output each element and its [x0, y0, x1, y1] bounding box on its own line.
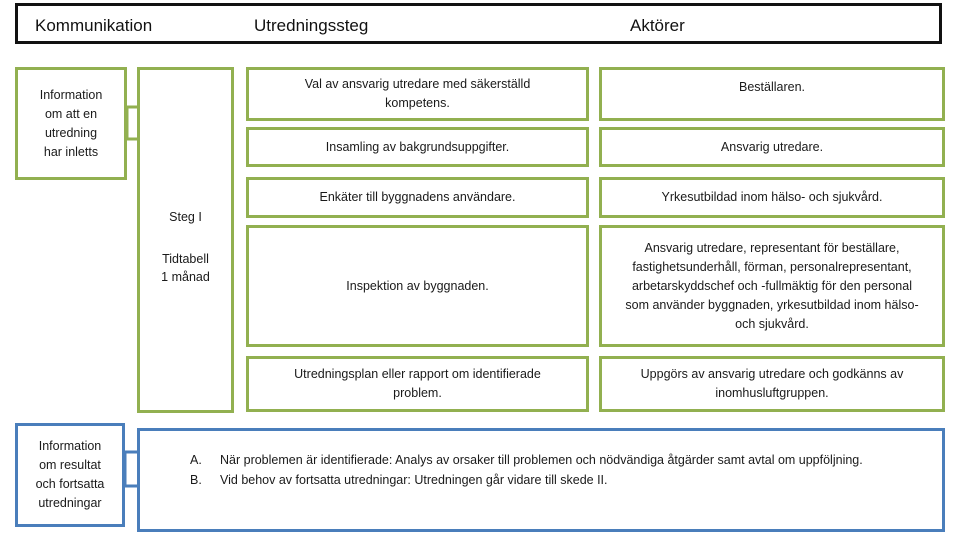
communication-results-box — [15, 423, 125, 527]
step-text-line: Enkäter till byggnadens användare. — [319, 190, 516, 204]
step-text-line: Insamling av bakgrundsuppgifter. — [325, 139, 510, 154]
actor-text-line: Uppgörs av ansvarig utredare och godkänns av — [640, 367, 904, 381]
comm-top-line: om att en — [44, 106, 98, 121]
followup-text: Vid behov av fortsatta utredningar: Utredningen går vidare till skede II. — [220, 473, 608, 487]
step-box-report — [246, 356, 589, 412]
step-text-line: kompetens. — [385, 96, 450, 110]
followup-marker: B. — [190, 473, 202, 487]
followup-item-b — [190, 473, 608, 487]
followup-text: När problemen är identifierade: Analys av orsaker till problemen och nödvändiga åtgärder samt avtal om uppföljning. — [220, 453, 863, 467]
stage-label: Steg I — [169, 210, 202, 224]
actor-text-line: Ansvarig utredare, representant för beställare, — [644, 240, 900, 255]
actor-text-line: inomhusluftgruppen. — [715, 386, 829, 400]
actor-box-health-professional — [599, 177, 945, 218]
actor-text-line: arbetarskyddschef och -fullmäktig för den personal — [631, 278, 912, 293]
actor-text-line: Beställaren. — [738, 80, 805, 94]
followup-item-a — [190, 453, 863, 467]
actor-text-line: som använder byggnaden, yrkesutbildad inom hälso- — [625, 297, 919, 312]
step-box-background-data — [246, 127, 589, 167]
actor-text-line: Yrkesutbildad inom hälso- och sjukvård. — [661, 190, 883, 204]
followup-list-box — [137, 428, 945, 532]
comm-bottom-line: om resultat — [39, 458, 101, 472]
comm-bottom-line: utredningar — [38, 496, 102, 510]
step-box-inspection — [246, 225, 589, 347]
step-text-line: Utredningsplan eller rapport om identifierade — [294, 367, 541, 381]
schedule-duration: 1 månad — [161, 270, 210, 284]
actor-box-inspection-team — [599, 225, 945, 347]
step-text-line: problem. — [393, 386, 442, 400]
actor-box-report-approval — [599, 356, 945, 412]
actor-text-line: och sjukvård. — [735, 316, 809, 331]
actor-text-line: fastighetsunderhåll, förman, personalrepresentant, — [632, 259, 912, 274]
actor-box-investigator — [599, 127, 945, 167]
comm-top-line: har inletts — [43, 144, 99, 159]
stage-box — [137, 67, 234, 413]
actor-box-orderer — [599, 67, 945, 121]
header-utredningssteg: Utredningssteg — [254, 16, 369, 35]
communication-start-box — [15, 67, 127, 180]
step-box-select-investigator — [246, 67, 589, 121]
header-aktorer: Aktörer — [630, 16, 685, 35]
actor-text-line: Ansvarig utredare. — [720, 139, 824, 154]
step-text-line: Val av ansvarig utredare med säkerställd — [304, 77, 531, 91]
comm-top-line: Information — [39, 87, 103, 102]
comm-top-line: utredning — [44, 125, 98, 140]
comm-bottom-line: och fortsatta — [35, 477, 105, 491]
schedule-label: Tidtabell — [162, 252, 209, 266]
followup-marker: A. — [190, 453, 202, 467]
comm-bottom-line: Information — [38, 439, 102, 453]
step-box-surveys — [246, 177, 589, 218]
header-kommunikation: Kommunikation — [35, 16, 153, 35]
step-text-line: Inspektion av byggnaden. — [346, 278, 489, 293]
